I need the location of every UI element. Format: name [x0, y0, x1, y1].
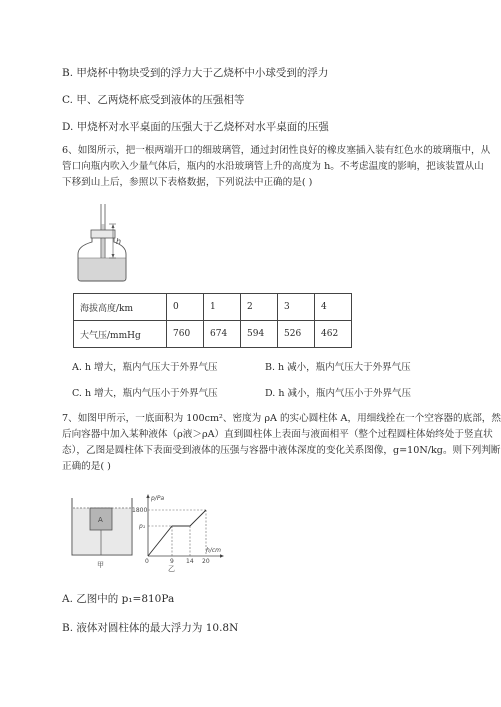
q6-option-a: A. h 增大，瓶内气压大于外界气压	[72, 362, 218, 373]
q7-stem-line-4: 正确的是( )	[62, 461, 111, 472]
q7-stem-line-2: 后向容器中加入某种液体（ρ液＞ρA）直到圆柱体上表面与液面相平（整个过程圆柱体始终处于竖直状	[62, 429, 493, 440]
bottle-figure	[72, 200, 132, 282]
q5-option-c: C. 甲、乙两烧杯底受到液体的压强相等	[62, 94, 245, 106]
table-cell: 2	[241, 294, 278, 321]
x-axis-label: h/cm	[206, 547, 221, 554]
x-tick-14: 14	[186, 558, 194, 565]
y-axis-label: p/Pa	[151, 495, 165, 502]
row-header: 大气压/mmHg	[74, 321, 167, 348]
q7-option-b: B. 液体对圆柱体的最大浮力为 10.8N	[62, 622, 239, 634]
table-cell: 1	[204, 294, 241, 321]
table-row-altitude	[74, 294, 352, 321]
table-cell: 0	[167, 294, 204, 321]
x-tick-20: 20	[202, 558, 210, 565]
h-label: h	[116, 237, 122, 246]
y-tick-1800: 1800	[132, 507, 148, 514]
table-cell: 594	[241, 321, 278, 348]
table-row-pressure	[74, 321, 352, 348]
x-tick-0: 0	[145, 558, 149, 565]
row-header: 海拔高度/km	[74, 294, 167, 321]
pressure-curve	[148, 510, 206, 556]
y-tick-p1: p₁	[139, 523, 146, 530]
figure-caption-jia: 甲	[97, 561, 104, 569]
table-cell: 674	[204, 321, 241, 348]
q5-option-d: D. 甲烧杯对水平桌面的压强大于乙烧杯对水平桌面的压强	[62, 121, 329, 133]
q6-stem-line-1: 6、如图所示，把一根两端开口的细玻璃管，通过封闭性良好的橡皮塞插入装有红色水的玻璃瓶中，从	[62, 145, 491, 156]
table-cell: 760	[167, 321, 204, 348]
q7-stem-line-1: 7、如图甲所示，一底面积为 100cm²、密度为 ρA 的实心圆柱体 A，用细线拴在一个空容器的底部，然	[62, 413, 501, 424]
container-figure-jia	[70, 494, 134, 570]
table-cell: 462	[315, 321, 352, 348]
table-cell: 526	[278, 321, 315, 348]
q6-stem-line-2: 管口向瓶内吹入少量气体后，瓶内的水沿玻璃管上升的高度为 h。不考虑温度的影响，把该装置从山	[62, 161, 484, 172]
q7-option-a: A. 乙图中的 p₁=810Pa	[62, 593, 175, 605]
q6-option-d: D. h 减小，瓶内气压小于外界气压	[265, 388, 411, 399]
q6-option-c: C. h 增大，瓶内气压小于外界气压	[72, 388, 218, 399]
table-cell: 3	[278, 294, 315, 321]
table-cell: 4	[315, 294, 352, 321]
q7-stem-line-3: 态），乙图是圆柱体下表面受到液体的压强与容器中液体深度的变化关系图像，g=10N/kg。则下列判断	[62, 445, 501, 456]
altitude-pressure-table	[73, 293, 352, 348]
q6-option-b: B. h 减小，瓶内气压大于外界气压	[265, 362, 411, 373]
x-tick-9: 9	[170, 558, 174, 565]
pressure-depth-graph	[134, 492, 234, 572]
figure-caption-yi: 乙	[168, 565, 175, 573]
cylinder-a-label: A	[98, 516, 103, 524]
q6-stem-line-3: 下移到山上后，参照以下表格数据，下列说法中正确的是( )	[62, 177, 313, 188]
q5-option-b: B. 甲烧杯中物块受到的浮力大于乙烧杯中小球受到的浮力	[62, 67, 329, 79]
